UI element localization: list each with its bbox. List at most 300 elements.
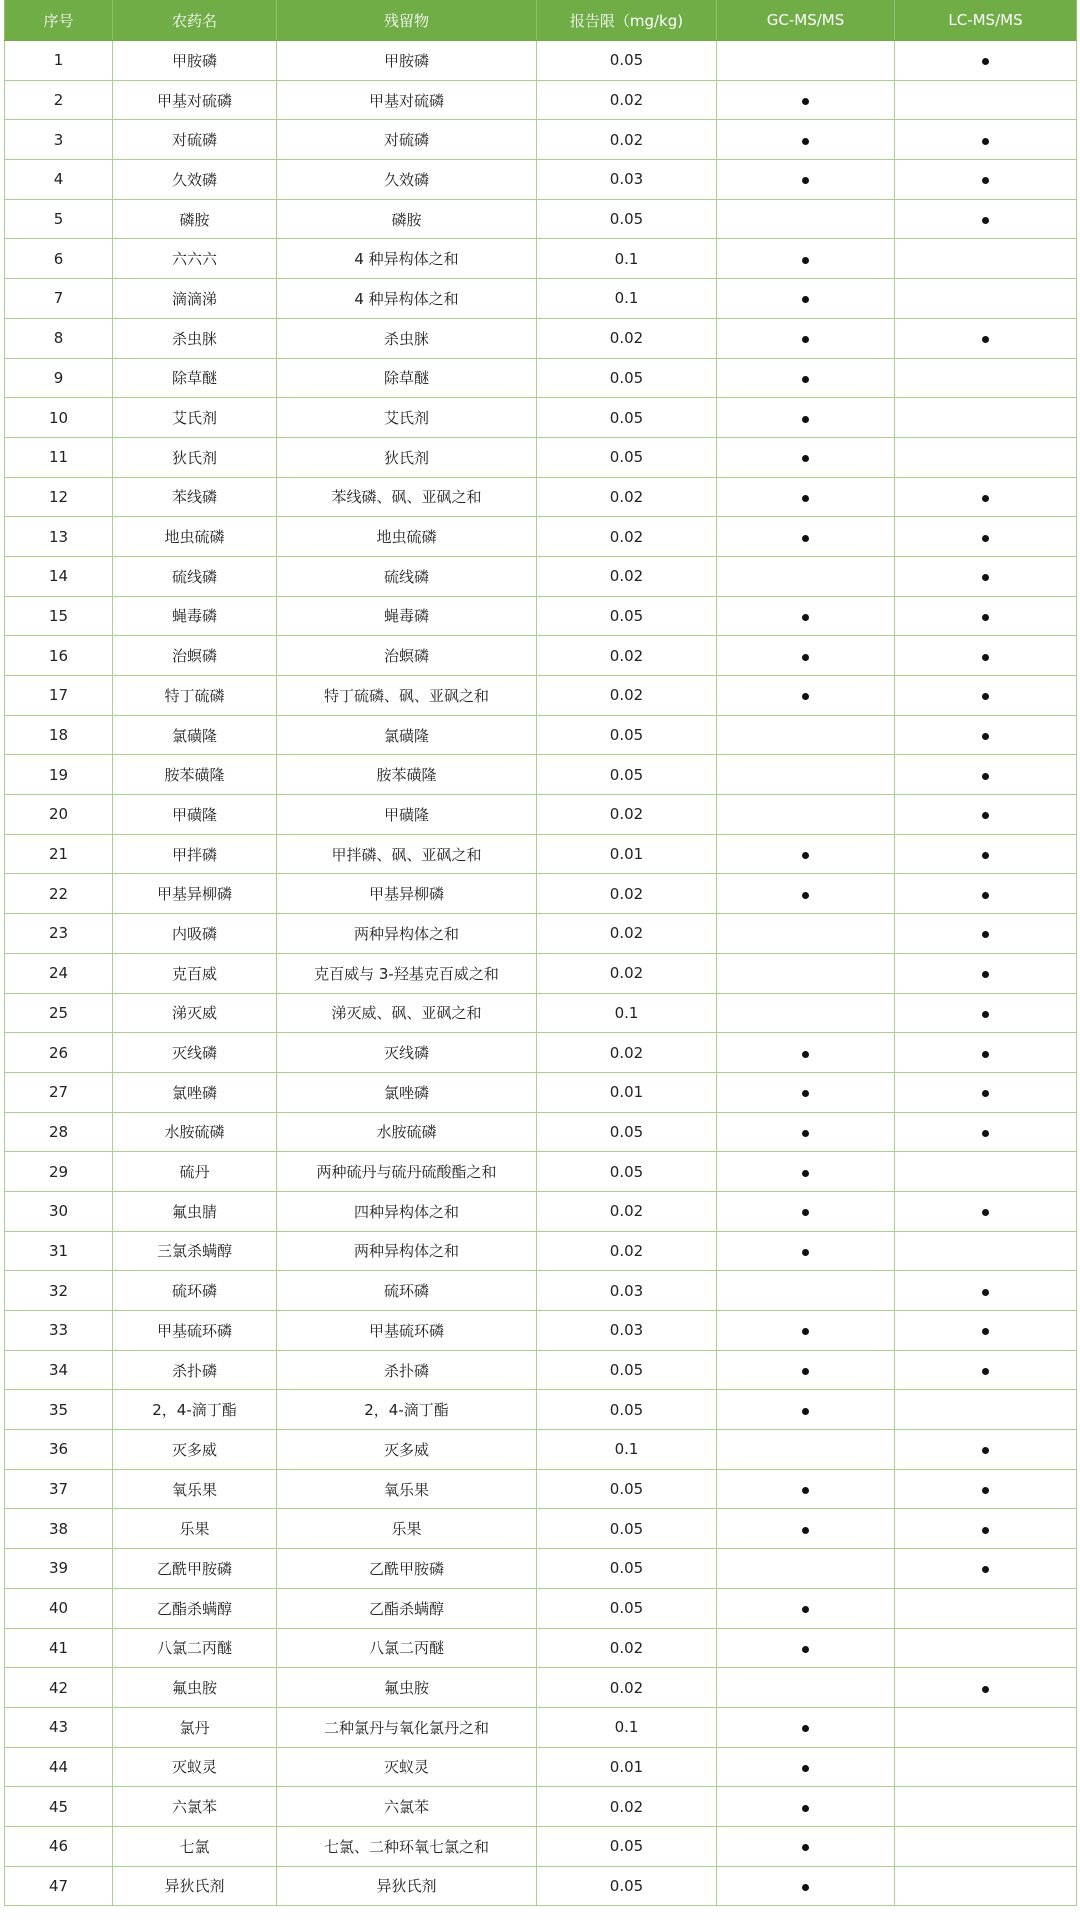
cell-report-limit: 0.02 (537, 1628, 717, 1668)
cell-pesticide-name: 除草醚 (113, 358, 277, 398)
cell-residue: 对硫磷 (277, 120, 537, 160)
cell-index: 23 (5, 914, 113, 954)
cell-pesticide-name: 氯唑磷 (113, 1072, 277, 1112)
cell-pesticide-name: 特丁硫磷 (113, 676, 277, 716)
bullet-mark-icon (982, 574, 989, 581)
cell-pesticide-name: 蝇毒磷 (113, 596, 277, 636)
cell-pesticide-name: 艾氏剂 (113, 398, 277, 438)
cell-residue: 硫环磷 (277, 1271, 537, 1311)
cell-gc-ms-ms (717, 358, 895, 398)
cell-pesticide-name: 涕灭威 (113, 993, 277, 1033)
bullet-mark-icon (802, 1725, 809, 1732)
cell-residue: 杀扑磷 (277, 1350, 537, 1390)
cell-residue: 胺苯磺隆 (277, 755, 537, 795)
cell-index: 14 (5, 556, 113, 596)
cell-report-limit: 0.02 (537, 953, 717, 993)
cell-index: 5 (5, 199, 113, 239)
cell-report-limit: 0.05 (537, 1390, 717, 1430)
cell-lc-ms-ms (895, 1271, 1077, 1311)
cell-lc-ms-ms (895, 1628, 1077, 1668)
cell-report-limit: 0.1 (537, 1430, 717, 1470)
bullet-mark-icon (802, 693, 809, 700)
cell-residue: 两种硫丹与硫丹硫酸酯之和 (277, 1152, 537, 1192)
cell-report-limit: 0.05 (537, 715, 717, 755)
cell-pesticide-name: 对硫磷 (113, 120, 277, 160)
bullet-mark-icon (982, 1368, 989, 1375)
bullet-mark-icon (982, 733, 989, 740)
bullet-mark-icon (982, 773, 989, 780)
cell-index: 33 (5, 1311, 113, 1351)
bullet-mark-icon (802, 1805, 809, 1812)
table-row (5, 715, 1077, 755)
table-row (5, 795, 1077, 835)
cell-lc-ms-ms (895, 239, 1077, 279)
bullet-mark-icon (802, 1328, 809, 1335)
cell-residue: 六氯苯 (277, 1787, 537, 1827)
cell-lc-ms-ms (895, 1509, 1077, 1549)
cell-pesticide-name: 六六六 (113, 239, 277, 279)
cell-index: 43 (5, 1707, 113, 1747)
bullet-mark-icon (982, 1051, 989, 1058)
cell-report-limit: 0.02 (537, 874, 717, 914)
table-row (5, 1469, 1077, 1509)
bullet-mark-icon (982, 1011, 989, 1018)
bullet-mark-icon (802, 1249, 809, 1256)
cell-report-limit: 0.05 (537, 398, 717, 438)
cell-gc-ms-ms (717, 1390, 895, 1430)
cell-lc-ms-ms (895, 1430, 1077, 1470)
cell-lc-ms-ms (895, 1469, 1077, 1509)
table-row (5, 834, 1077, 874)
cell-lc-ms-ms (895, 1112, 1077, 1152)
table-row (5, 953, 1077, 993)
cell-gc-ms-ms (717, 1430, 895, 1470)
cell-residue: 八氯二丙醚 (277, 1628, 537, 1668)
cell-residue: 灭蚁灵 (277, 1747, 537, 1787)
cell-residue: 七氯、二种环氧七氯之和 (277, 1826, 537, 1866)
table-row (5, 80, 1077, 120)
bullet-mark-icon (982, 614, 989, 621)
cell-lc-ms-ms (895, 1390, 1077, 1430)
cell-report-limit: 0.05 (537, 755, 717, 795)
table-row (5, 1787, 1077, 1827)
cell-lc-ms-ms (895, 477, 1077, 517)
cell-gc-ms-ms (717, 1350, 895, 1390)
cell-index: 15 (5, 596, 113, 636)
cell-index: 26 (5, 1033, 113, 1073)
cell-gc-ms-ms (717, 1033, 895, 1073)
bullet-mark-icon (982, 495, 989, 502)
cell-lc-ms-ms (895, 1152, 1077, 1192)
table-row (5, 1231, 1077, 1271)
bullet-mark-icon (982, 1686, 989, 1693)
table-row (5, 1430, 1077, 1470)
cell-residue: 两种异构体之和 (277, 914, 537, 954)
table-row (5, 1112, 1077, 1152)
cell-report-limit: 0.02 (537, 120, 717, 160)
cell-residue: 苯线磷、砜、亚砜之和 (277, 477, 537, 517)
bullet-mark-icon (982, 138, 989, 145)
bullet-mark-icon (982, 931, 989, 938)
cell-lc-ms-ms (895, 1787, 1077, 1827)
cell-gc-ms-ms (717, 834, 895, 874)
table-row (5, 41, 1077, 81)
cell-pesticide-name: 灭线磷 (113, 1033, 277, 1073)
cell-index: 22 (5, 874, 113, 914)
header-index: 序号 (5, 0, 113, 41)
table-row (5, 993, 1077, 1033)
bullet-mark-icon (802, 177, 809, 184)
table-row (5, 120, 1077, 160)
table-row (5, 1072, 1077, 1112)
cell-index: 1 (5, 41, 113, 81)
cell-report-limit: 0.02 (537, 1231, 717, 1271)
cell-lc-ms-ms (895, 1826, 1077, 1866)
cell-index: 2 (5, 80, 113, 120)
cell-gc-ms-ms (717, 556, 895, 596)
cell-residue: 4 种异构体之和 (277, 279, 537, 319)
cell-pesticide-name: 克百威 (113, 953, 277, 993)
cell-lc-ms-ms (895, 41, 1077, 81)
table-row (5, 676, 1077, 716)
table-row (5, 1390, 1077, 1430)
cell-gc-ms-ms (717, 120, 895, 160)
table-row (5, 358, 1077, 398)
table-row (5, 199, 1077, 239)
cell-gc-ms-ms (717, 1469, 895, 1509)
cell-index: 36 (5, 1430, 113, 1470)
cell-index: 10 (5, 398, 113, 438)
cell-pesticide-name: 硫环磷 (113, 1271, 277, 1311)
header-gc-ms-ms: GC-MS/MS (717, 0, 895, 41)
cell-lc-ms-ms (895, 914, 1077, 954)
bullet-mark-icon (982, 1487, 989, 1494)
cell-report-limit: 0.03 (537, 1311, 717, 1351)
cell-gc-ms-ms (717, 517, 895, 557)
cell-residue: 氟虫胺 (277, 1668, 537, 1708)
table-row (5, 755, 1077, 795)
bullet-mark-icon (802, 1130, 809, 1137)
cell-pesticide-name: 氯丹 (113, 1707, 277, 1747)
cell-residue: 艾氏剂 (277, 398, 537, 438)
cell-residue: 久效磷 (277, 160, 537, 200)
cell-pesticide-name: 三氯杀螨醇 (113, 1231, 277, 1271)
bullet-mark-icon (802, 1368, 809, 1375)
cell-gc-ms-ms (717, 596, 895, 636)
cell-index: 9 (5, 358, 113, 398)
cell-residue: 氧乐果 (277, 1469, 537, 1509)
cell-residue: 氯磺隆 (277, 715, 537, 755)
table-row (5, 1866, 1077, 1906)
bullet-mark-icon (802, 535, 809, 542)
table-row (5, 1311, 1077, 1351)
cell-gc-ms-ms (717, 437, 895, 477)
bullet-mark-icon (982, 177, 989, 184)
cell-gc-ms-ms (717, 1231, 895, 1271)
cell-gc-ms-ms (717, 874, 895, 914)
cell-residue: 水胺硫磷 (277, 1112, 537, 1152)
cell-index: 31 (5, 1231, 113, 1271)
cell-lc-ms-ms (895, 676, 1077, 716)
bullet-mark-icon (802, 416, 809, 423)
cell-lc-ms-ms (895, 517, 1077, 557)
bullet-mark-icon (982, 1566, 989, 1573)
cell-residue: 硫线磷 (277, 556, 537, 596)
table-row (5, 1152, 1077, 1192)
cell-pesticide-name: 胺苯磺隆 (113, 755, 277, 795)
cell-index: 32 (5, 1271, 113, 1311)
cell-report-limit: 0.02 (537, 1033, 717, 1073)
cell-index: 28 (5, 1112, 113, 1152)
cell-lc-ms-ms (895, 1588, 1077, 1628)
bullet-mark-icon (802, 336, 809, 343)
bullet-mark-icon (802, 138, 809, 145)
cell-report-limit: 0.05 (537, 1549, 717, 1589)
table-row (5, 1707, 1077, 1747)
cell-report-limit: 0.01 (537, 1747, 717, 1787)
cell-lc-ms-ms (895, 1707, 1077, 1747)
cell-pesticide-name: 灭多威 (113, 1430, 277, 1470)
cell-lc-ms-ms (895, 1311, 1077, 1351)
header-report-limit: 报告限（mg/kg) (537, 0, 717, 41)
bullet-mark-icon (982, 971, 989, 978)
cell-gc-ms-ms (717, 1628, 895, 1668)
cell-gc-ms-ms (717, 318, 895, 358)
table-row (5, 398, 1077, 438)
cell-report-limit: 0.03 (537, 160, 717, 200)
cell-lc-ms-ms (895, 279, 1077, 319)
table-row (5, 1033, 1077, 1073)
cell-lc-ms-ms (895, 1668, 1077, 1708)
cell-lc-ms-ms (895, 755, 1077, 795)
cell-gc-ms-ms (717, 1072, 895, 1112)
cell-report-limit: 0.05 (537, 1588, 717, 1628)
cell-index: 40 (5, 1588, 113, 1628)
cell-lc-ms-ms (895, 1072, 1077, 1112)
cell-residue: 杀虫脒 (277, 318, 537, 358)
cell-lc-ms-ms (895, 596, 1077, 636)
cell-pesticide-name: 六氯苯 (113, 1787, 277, 1827)
bullet-mark-icon (982, 852, 989, 859)
cell-lc-ms-ms (895, 874, 1077, 914)
cell-index: 29 (5, 1152, 113, 1192)
cell-gc-ms-ms (717, 1707, 895, 1747)
cell-gc-ms-ms (717, 1509, 895, 1549)
cell-index: 13 (5, 517, 113, 557)
cell-index: 12 (5, 477, 113, 517)
bullet-mark-icon (802, 892, 809, 899)
cell-gc-ms-ms (717, 1152, 895, 1192)
cell-gc-ms-ms (717, 477, 895, 517)
cell-lc-ms-ms (895, 1747, 1077, 1787)
cell-index: 34 (5, 1350, 113, 1390)
cell-pesticide-name: 甲胺磷 (113, 41, 277, 81)
bullet-mark-icon (802, 1844, 809, 1851)
cell-lc-ms-ms (895, 1549, 1077, 1589)
cell-pesticide-name: 久效磷 (113, 160, 277, 200)
cell-lc-ms-ms (895, 199, 1077, 239)
cell-pesticide-name: 水胺硫磷 (113, 1112, 277, 1152)
cell-index: 39 (5, 1549, 113, 1589)
cell-residue: 甲拌磷、砜、亚砜之和 (277, 834, 537, 874)
cell-lc-ms-ms (895, 1231, 1077, 1271)
cell-pesticide-name: 氧乐果 (113, 1469, 277, 1509)
cell-index: 19 (5, 755, 113, 795)
cell-index: 18 (5, 715, 113, 755)
cell-pesticide-name: 磷胺 (113, 199, 277, 239)
cell-pesticide-name: 八氯二丙醚 (113, 1628, 277, 1668)
cell-residue: 两种异构体之和 (277, 1231, 537, 1271)
cell-residue: 蝇毒磷 (277, 596, 537, 636)
bullet-mark-icon (802, 1209, 809, 1216)
cell-report-limit: 0.1 (537, 239, 717, 279)
bullet-mark-icon (802, 1051, 809, 1058)
bullet-mark-icon (802, 1170, 809, 1177)
cell-report-limit: 0.02 (537, 914, 717, 954)
table-row (5, 1350, 1077, 1390)
cell-report-limit: 0.02 (537, 556, 717, 596)
cell-index: 46 (5, 1826, 113, 1866)
cell-report-limit: 0.05 (537, 1469, 717, 1509)
cell-lc-ms-ms (895, 953, 1077, 993)
bullet-mark-icon (802, 495, 809, 502)
bullet-mark-icon (982, 654, 989, 661)
cell-gc-ms-ms (717, 914, 895, 954)
cell-index: 24 (5, 953, 113, 993)
cell-pesticide-name: 治螟磷 (113, 636, 277, 676)
cell-report-limit: 0.05 (537, 358, 717, 398)
cell-residue: 除草醚 (277, 358, 537, 398)
table-row (5, 1747, 1077, 1787)
cell-index: 6 (5, 239, 113, 279)
cell-pesticide-name: 内吸磷 (113, 914, 277, 954)
cell-pesticide-name: 异狄氏剂 (113, 1866, 277, 1906)
bullet-mark-icon (802, 1606, 809, 1613)
table-row (5, 517, 1077, 557)
cell-lc-ms-ms (895, 795, 1077, 835)
cell-report-limit: 0.01 (537, 1072, 717, 1112)
cell-report-limit: 0.05 (537, 199, 717, 239)
cell-report-limit: 0.03 (537, 1271, 717, 1311)
header-pesticide-name: 农药名 (113, 0, 277, 41)
cell-gc-ms-ms (717, 398, 895, 438)
cell-pesticide-name: 狄氏剂 (113, 437, 277, 477)
cell-report-limit: 0.02 (537, 1191, 717, 1231)
cell-pesticide-name: 杀虫脒 (113, 318, 277, 358)
cell-index: 41 (5, 1628, 113, 1668)
pesticide-table-container (4, 0, 1076, 1906)
cell-pesticide-name: 2，4-滴丁酯 (113, 1390, 277, 1430)
cell-report-limit: 0.02 (537, 676, 717, 716)
bullet-mark-icon (982, 1090, 989, 1097)
table-row (5, 596, 1077, 636)
bullet-mark-icon (982, 336, 989, 343)
cell-report-limit: 0.05 (537, 1350, 717, 1390)
cell-residue: 2，4-滴丁酯 (277, 1390, 537, 1430)
cell-gc-ms-ms (717, 755, 895, 795)
cell-residue: 4 种异构体之和 (277, 239, 537, 279)
cell-report-limit: 0.05 (537, 596, 717, 636)
cell-pesticide-name: 甲基硫环磷 (113, 1311, 277, 1351)
cell-residue: 乐果 (277, 1509, 537, 1549)
header-row (5, 0, 1077, 41)
cell-residue: 涕灭威、砜、亚砜之和 (277, 993, 537, 1033)
cell-index: 3 (5, 120, 113, 160)
table-row (5, 1509, 1077, 1549)
cell-report-limit: 0.02 (537, 1787, 717, 1827)
cell-pesticide-name: 甲基对硫磷 (113, 80, 277, 120)
cell-gc-ms-ms (717, 1311, 895, 1351)
bullet-mark-icon (982, 535, 989, 542)
cell-lc-ms-ms (895, 715, 1077, 755)
cell-index: 20 (5, 795, 113, 835)
cell-lc-ms-ms (895, 834, 1077, 874)
bullet-mark-icon (802, 654, 809, 661)
cell-gc-ms-ms (717, 676, 895, 716)
cell-gc-ms-ms (717, 993, 895, 1033)
cell-residue: 灭多威 (277, 1430, 537, 1470)
cell-pesticide-name: 杀扑磷 (113, 1350, 277, 1390)
cell-pesticide-name: 灭蚁灵 (113, 1747, 277, 1787)
cell-lc-ms-ms (895, 318, 1077, 358)
cell-lc-ms-ms (895, 556, 1077, 596)
cell-report-limit: 0.05 (537, 1509, 717, 1549)
cell-report-limit: 0.1 (537, 993, 717, 1033)
cell-residue: 灭线磷 (277, 1033, 537, 1073)
cell-residue: 四种异构体之和 (277, 1191, 537, 1231)
cell-pesticide-name: 硫丹 (113, 1152, 277, 1192)
cell-gc-ms-ms (717, 1787, 895, 1827)
cell-residue: 克百威与 3-羟基克百威之和 (277, 953, 537, 993)
cell-residue: 乙酯杀螨醇 (277, 1588, 537, 1628)
bullet-mark-icon (802, 1090, 809, 1097)
cell-pesticide-name: 甲基异柳磷 (113, 874, 277, 914)
cell-index: 47 (5, 1866, 113, 1906)
cell-lc-ms-ms (895, 1191, 1077, 1231)
cell-index: 7 (5, 279, 113, 319)
cell-index: 27 (5, 1072, 113, 1112)
cell-index: 17 (5, 676, 113, 716)
table-row (5, 318, 1077, 358)
cell-residue: 甲磺隆 (277, 795, 537, 835)
bullet-mark-icon (982, 1289, 989, 1296)
cell-report-limit: 0.1 (537, 1707, 717, 1747)
header-lc-ms-ms: LC-MS/MS (895, 0, 1077, 41)
cell-pesticide-name: 地虫硫磷 (113, 517, 277, 557)
table-row (5, 160, 1077, 200)
cell-pesticide-name: 氟虫腈 (113, 1191, 277, 1231)
bullet-mark-icon (982, 892, 989, 899)
table-body (5, 41, 1077, 1906)
cell-residue: 特丁硫磷、砜、亚砜之和 (277, 676, 537, 716)
table-row (5, 477, 1077, 517)
cell-index: 16 (5, 636, 113, 676)
cell-gc-ms-ms (717, 1826, 895, 1866)
bullet-mark-icon (802, 1646, 809, 1653)
bullet-mark-icon (802, 1408, 809, 1415)
table-row (5, 1628, 1077, 1668)
cell-residue: 甲基硫环磷 (277, 1311, 537, 1351)
cell-lc-ms-ms (895, 993, 1077, 1033)
cell-residue: 甲基异柳磷 (277, 874, 537, 914)
cell-index: 45 (5, 1787, 113, 1827)
cell-report-limit: 0.02 (537, 477, 717, 517)
cell-pesticide-name: 氯磺隆 (113, 715, 277, 755)
cell-report-limit: 0.05 (537, 41, 717, 81)
cell-gc-ms-ms (717, 1112, 895, 1152)
bullet-mark-icon (982, 58, 989, 65)
cell-pesticide-name: 硫线磷 (113, 556, 277, 596)
